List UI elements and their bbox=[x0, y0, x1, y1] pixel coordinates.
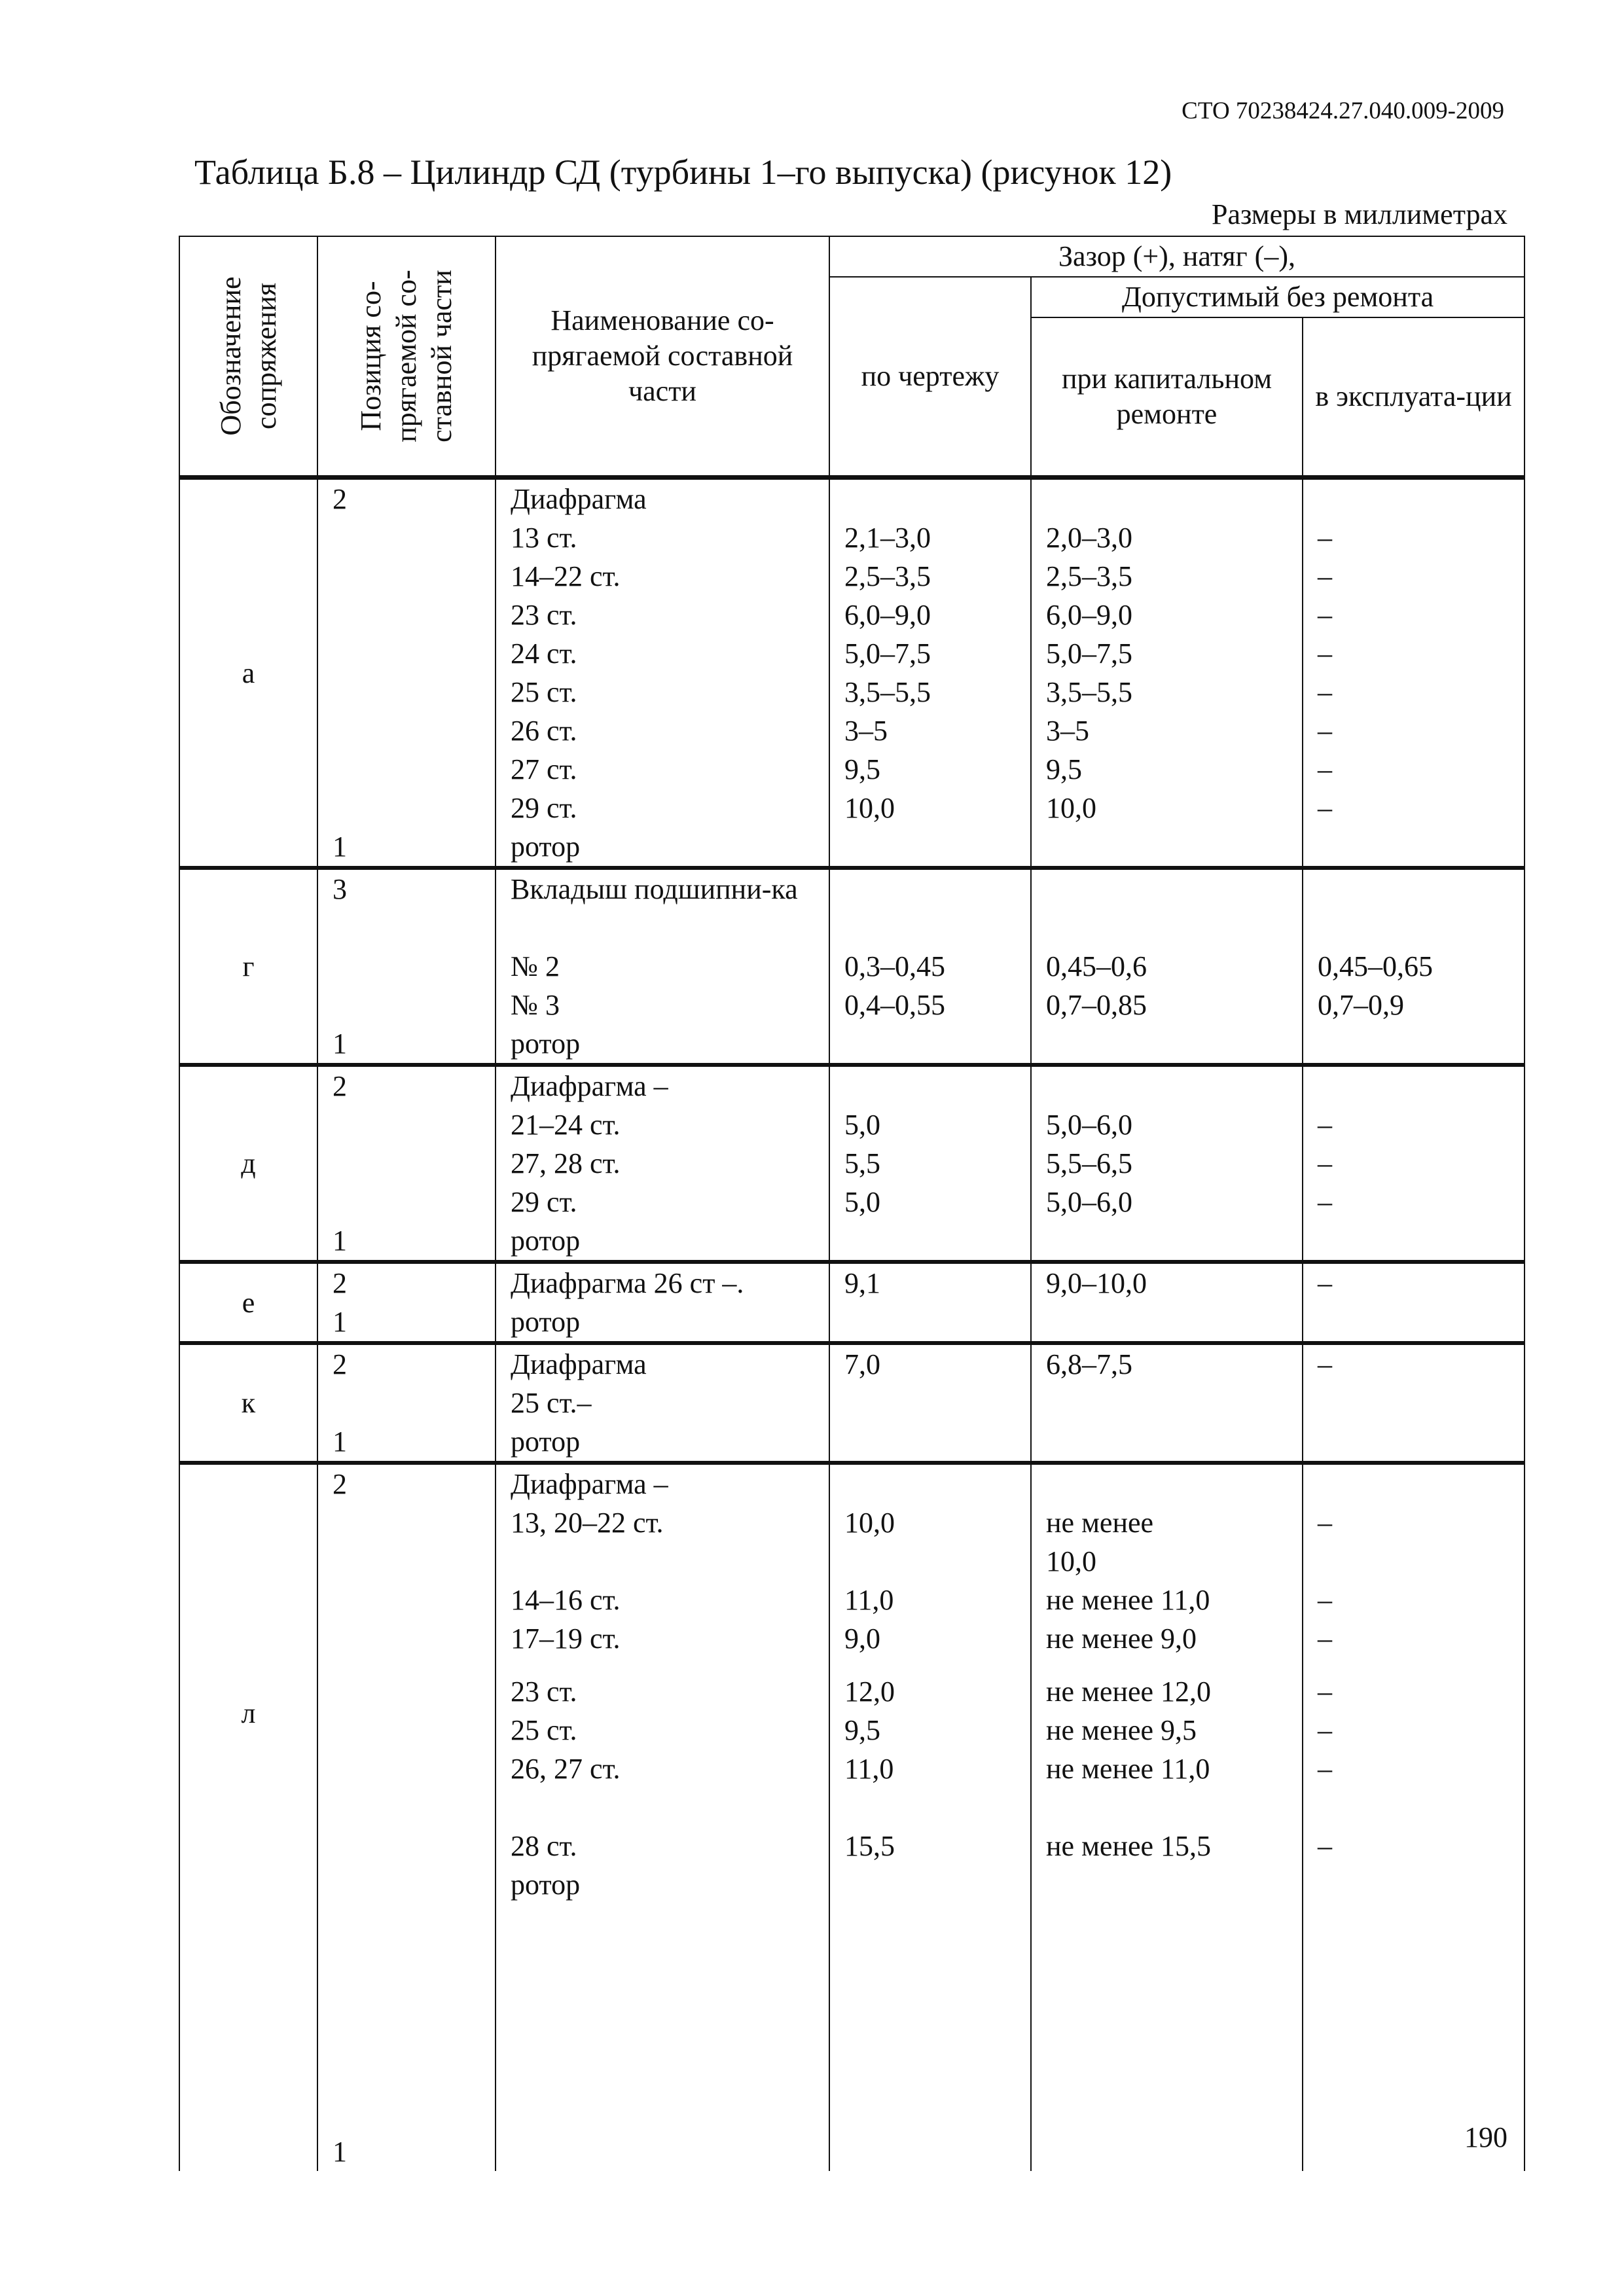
cell-line: Диафрагма bbox=[511, 1348, 647, 1380]
cell-line: ротор bbox=[511, 1306, 581, 1338]
cell-line: не менее 15,5 bbox=[1046, 1830, 1212, 1862]
cell-line: – bbox=[1318, 1109, 1332, 1141]
cell-line: не менее 9,0 bbox=[1046, 1623, 1197, 1655]
position-bottom: 1 bbox=[333, 1426, 347, 1458]
cell-line: 9,5 bbox=[844, 1714, 880, 1746]
cell-line: – bbox=[1318, 753, 1332, 785]
cell-line: 23 ст. bbox=[511, 1676, 577, 1708]
cell-line: 9,0–10,0 bbox=[1046, 1267, 1147, 1299]
cell-line: 3–5 bbox=[844, 715, 888, 747]
position-bottom: 1 bbox=[333, 2136, 347, 2168]
cell-line: 9,5 bbox=[844, 753, 880, 785]
cell-line: 5,0 bbox=[844, 1186, 880, 1218]
cell-line bbox=[1318, 1865, 1509, 1904]
cell-line: 28 ст. bbox=[511, 1830, 577, 1862]
cell-line: 29 ст. bbox=[511, 1186, 577, 1218]
position-top: 2 bbox=[333, 1468, 347, 1500]
cell-line bbox=[1318, 827, 1509, 866]
cell-line bbox=[1046, 1221, 1288, 1260]
spacer bbox=[1046, 1658, 1288, 1672]
position-cell bbox=[317, 868, 496, 1065]
cell-line bbox=[1318, 1302, 1509, 1341]
cell-line: не менее 11,0 bbox=[1046, 1753, 1210, 1785]
cell-line: 10,0 bbox=[1046, 1545, 1096, 1577]
cell-line bbox=[1318, 480, 1509, 518]
cell-line: Диафрагма – bbox=[511, 1070, 668, 1102]
cell-line: – bbox=[1318, 1147, 1332, 1179]
position-cell bbox=[317, 1343, 496, 1463]
cell-line: 0,3–0,45 bbox=[844, 950, 945, 982]
designation-cell: е bbox=[179, 1262, 317, 1343]
cell-line bbox=[844, 1221, 1016, 1260]
header-overhaul: при капитальном ремонте bbox=[1031, 317, 1303, 478]
cell-line: не менее 11,0 bbox=[1046, 1584, 1210, 1616]
cell-line: 25 ст. bbox=[511, 1714, 577, 1746]
overhaul-cell bbox=[1031, 1065, 1303, 1262]
table-row bbox=[179, 1343, 1525, 1463]
operation-cell bbox=[1303, 1463, 1525, 2171]
operation-cell bbox=[1303, 1262, 1525, 1343]
cell-line: – bbox=[1318, 676, 1332, 708]
cell-line: 10,0 bbox=[844, 792, 895, 824]
cell-line bbox=[844, 1067, 1016, 1105]
cell-line bbox=[844, 1384, 1016, 1422]
cell-line bbox=[1318, 870, 1509, 947]
cell-line: ротор bbox=[511, 1028, 581, 1060]
cell-line: 7,0 bbox=[844, 1348, 880, 1380]
drawing-cell bbox=[829, 868, 1031, 1065]
drawing-cell bbox=[829, 1463, 1031, 2171]
cell-line: 0,4–0,55 bbox=[844, 989, 945, 1021]
table-row bbox=[179, 1262, 1525, 1343]
cell-line bbox=[844, 1542, 1016, 1581]
cell-line: – bbox=[1318, 1830, 1332, 1862]
position-top: 2 bbox=[333, 1348, 347, 1380]
page-number: 190 bbox=[1464, 2121, 1507, 2153]
cell-line: 29 ст. bbox=[511, 792, 577, 824]
cell-line: 14–16 ст. bbox=[511, 1584, 621, 1616]
cell-line: 27 ст. bbox=[511, 753, 577, 785]
cell-line: 25 ст. bbox=[511, 676, 577, 708]
designation-cell: л bbox=[179, 1463, 317, 2171]
cell-line: 3,5–5,5 bbox=[844, 676, 931, 708]
designation-cell: д bbox=[179, 1065, 317, 1262]
position-bottom: 1 bbox=[333, 1225, 347, 1257]
cell-line: 10,0 bbox=[844, 1507, 895, 1539]
cell-line bbox=[1318, 1024, 1509, 1063]
cell-line: 11,0 bbox=[844, 1753, 894, 1785]
cell-line bbox=[1046, 1422, 1288, 1461]
cell-line bbox=[1046, 1024, 1288, 1063]
cell-line: – bbox=[1318, 1676, 1332, 1708]
overhaul-cell bbox=[1031, 868, 1303, 1065]
cell-line: – bbox=[1318, 1507, 1332, 1539]
header-operation: в эксплуата-ции bbox=[1303, 317, 1525, 478]
cell-line bbox=[1046, 1465, 1288, 1503]
cell-line: 5,0–7,5 bbox=[1046, 637, 1132, 670]
position-top: 2 bbox=[333, 483, 347, 515]
cell-line: 0,45–0,6 bbox=[1046, 950, 1147, 982]
cell-line: 6,8–7,5 bbox=[1046, 1348, 1132, 1380]
cell-line bbox=[1318, 1221, 1509, 1260]
cell-line: 5,0–7,5 bbox=[844, 637, 931, 670]
cell-line bbox=[844, 1788, 1016, 1827]
cell-line: – bbox=[1318, 1753, 1332, 1785]
table-title: Таблица Б.8 – Цилиндр СД (турбины 1–го выпуска) (рисунок 12) bbox=[194, 152, 1172, 192]
cell-line: 5,0–6,0 bbox=[1046, 1109, 1132, 1141]
cell-line bbox=[844, 1465, 1016, 1503]
cell-line: Диафрагма 26 ст –. bbox=[511, 1267, 744, 1299]
cell-line: Диафрагма bbox=[511, 483, 647, 515]
cell-line: 3,5–5,5 bbox=[1046, 676, 1132, 708]
cell-line bbox=[1318, 1422, 1509, 1461]
position-cell bbox=[317, 478, 496, 869]
position-bottom: 1 bbox=[333, 1306, 347, 1338]
cell-line: 9,1 bbox=[844, 1267, 880, 1299]
cell-line bbox=[1046, 827, 1288, 866]
cell-line bbox=[1046, 1788, 1288, 1827]
table-row bbox=[179, 1463, 1525, 2171]
cell-line bbox=[844, 1865, 1016, 1904]
position-cell bbox=[317, 1262, 496, 1343]
cell-line: 14–22 ст. bbox=[511, 560, 621, 592]
header-designation: Обозначение сопряжения bbox=[179, 236, 317, 478]
cell-line: – bbox=[1318, 599, 1332, 631]
cell-line: 9,5 bbox=[1046, 753, 1082, 785]
header-allowed: Допустимый без ремонта bbox=[1031, 277, 1525, 317]
cell-line: – bbox=[1318, 522, 1332, 554]
cell-line: 2,0–3,0 bbox=[1046, 522, 1132, 554]
overhaul-cell bbox=[1031, 1262, 1303, 1343]
drawing-cell bbox=[829, 1343, 1031, 1463]
designation-cell: а bbox=[179, 478, 317, 869]
overhaul-cell bbox=[1031, 1343, 1303, 1463]
name-cell bbox=[496, 478, 829, 869]
cell-line: 10,0 bbox=[1046, 792, 1096, 824]
cell-line: 26 ст. bbox=[511, 715, 577, 747]
name-cell bbox=[496, 1262, 829, 1343]
name-cell bbox=[496, 1343, 829, 1463]
position-top: 2 bbox=[333, 1267, 347, 1299]
cell-line: 2,1–3,0 bbox=[844, 522, 931, 554]
operation-cell bbox=[1303, 1065, 1525, 1262]
cell-line: 5,5–6,5 bbox=[1046, 1147, 1132, 1179]
cell-line: 21–24 ст. bbox=[511, 1109, 621, 1141]
table-row bbox=[179, 478, 1525, 869]
cell-line: 26, 27 ст. bbox=[511, 1753, 621, 1785]
cell-line bbox=[511, 1788, 814, 1827]
position-bottom: 1 bbox=[333, 831, 347, 863]
cell-line: 11,0 bbox=[844, 1584, 894, 1616]
cell-line: 5,0 bbox=[844, 1109, 880, 1141]
cell-line: – bbox=[1318, 637, 1332, 670]
cell-line: не менее bbox=[1046, 1507, 1154, 1539]
cell-line bbox=[1318, 1067, 1509, 1105]
spec-table bbox=[179, 236, 1525, 2171]
header-name: Наименование со-прягаемой составной части bbox=[496, 236, 829, 478]
cell-line: 5,0–6,0 bbox=[1046, 1186, 1132, 1218]
cell-line: – bbox=[1318, 1348, 1332, 1380]
cell-line: 23 ст. bbox=[511, 599, 577, 631]
cell-line: 5,5 bbox=[844, 1147, 880, 1179]
cell-line: 0,7–0,9 bbox=[1318, 989, 1404, 1021]
cell-line: 3–5 bbox=[1046, 715, 1089, 747]
position-cell bbox=[317, 1463, 496, 2171]
cell-line bbox=[1046, 1302, 1288, 1341]
spacer bbox=[1318, 1658, 1509, 1672]
overhaul-cell bbox=[1031, 478, 1303, 869]
name-cell bbox=[496, 1065, 829, 1262]
name-cell bbox=[496, 868, 829, 1065]
spacer bbox=[511, 1658, 814, 1672]
cell-line: не менее 9,5 bbox=[1046, 1714, 1197, 1746]
cell-line bbox=[1046, 870, 1288, 947]
drawing-cell bbox=[829, 478, 1031, 869]
cell-line: 13, 20–22 ст. bbox=[511, 1507, 664, 1539]
table-row bbox=[179, 868, 1525, 1065]
drawing-cell bbox=[829, 1262, 1031, 1343]
cell-line: 17–19 ст. bbox=[511, 1623, 621, 1655]
cell-line: 25 ст.– bbox=[511, 1387, 592, 1419]
overhaul-cell bbox=[1031, 1463, 1303, 2171]
cell-line bbox=[511, 1542, 814, 1581]
cell-line bbox=[1046, 480, 1288, 518]
cell-line: 0,7–0,85 bbox=[1046, 989, 1147, 1021]
cell-line bbox=[1318, 1788, 1509, 1827]
cell-line: – bbox=[1318, 1623, 1332, 1655]
cell-line bbox=[1046, 1865, 1288, 1904]
header-gap: Зазор (+), натяг (–), bbox=[829, 236, 1525, 277]
cell-line bbox=[844, 870, 1016, 947]
cell-line: – bbox=[1318, 1186, 1332, 1218]
cell-line: – bbox=[1318, 715, 1332, 747]
cell-line: – bbox=[1318, 560, 1332, 592]
cell-line: – bbox=[1318, 792, 1332, 824]
cell-line: 6,0–9,0 bbox=[1046, 599, 1132, 631]
cell-line: 24 ст. bbox=[511, 637, 577, 670]
spacer bbox=[844, 1658, 1016, 1672]
cell-line bbox=[1318, 1465, 1509, 1503]
cell-line: 27, 28 ст. bbox=[511, 1147, 621, 1179]
units-note: Размеры в миллиметрах bbox=[1212, 198, 1507, 230]
cell-line: ротор bbox=[511, 1225, 581, 1257]
cell-line: 15,5 bbox=[844, 1830, 895, 1862]
cell-line bbox=[844, 1024, 1016, 1063]
cell-line: Диафрагма – bbox=[511, 1468, 668, 1500]
cell-line bbox=[844, 1302, 1016, 1341]
drawing-cell bbox=[829, 1065, 1031, 1262]
operation-cell bbox=[1303, 1343, 1525, 1463]
cell-line bbox=[1318, 1542, 1509, 1581]
cell-line: № 2 bbox=[511, 950, 560, 982]
cell-line: 0,45–0,65 bbox=[1318, 950, 1433, 982]
cell-line: 13 ст. bbox=[511, 522, 577, 554]
cell-line bbox=[1046, 1067, 1288, 1105]
cell-line: 6,0–9,0 bbox=[844, 599, 931, 631]
designation-cell: к bbox=[179, 1343, 317, 1463]
cell-line: 9,0 bbox=[844, 1623, 880, 1655]
position-bottom: 1 bbox=[333, 1028, 347, 1060]
cell-line: – bbox=[1318, 1267, 1332, 1299]
cell-line: 12,0 bbox=[844, 1676, 895, 1708]
cell-line: 2,5–3,5 bbox=[844, 560, 931, 592]
cell-line: ротор bbox=[511, 831, 581, 863]
cell-line: – bbox=[1318, 1714, 1332, 1746]
designation-cell: г bbox=[179, 868, 317, 1065]
name-cell bbox=[496, 1463, 829, 2171]
operation-cell bbox=[1303, 478, 1525, 869]
cell-line bbox=[844, 827, 1016, 866]
cell-line bbox=[844, 480, 1016, 518]
document-code: СТО 70238424.27.040.009-2009 bbox=[1182, 98, 1504, 124]
cell-line bbox=[1318, 1384, 1509, 1422]
header-drawing: по чертежу bbox=[829, 277, 1031, 478]
table-row bbox=[179, 1065, 1525, 1262]
table-body bbox=[179, 478, 1525, 2172]
header-position: Позиция со-прягаемой со-ставной части bbox=[317, 236, 496, 478]
cell-line: ротор bbox=[511, 1426, 581, 1458]
cell-line bbox=[1046, 1384, 1288, 1422]
cell-line: ротор bbox=[511, 1869, 581, 1901]
position-top: 3 bbox=[333, 873, 347, 905]
position-cell bbox=[317, 1065, 496, 1262]
position-top: 2 bbox=[333, 1070, 347, 1102]
cell-line: 2,5–3,5 bbox=[1046, 560, 1132, 592]
cell-line: – bbox=[1318, 1584, 1332, 1616]
operation-cell bbox=[1303, 868, 1525, 1065]
cell-line: Вкладыш подшипни-ка bbox=[511, 873, 798, 905]
cell-line bbox=[844, 1422, 1016, 1461]
cell-line: № 3 bbox=[511, 989, 560, 1021]
cell-line: не менее 12,0 bbox=[1046, 1676, 1212, 1708]
